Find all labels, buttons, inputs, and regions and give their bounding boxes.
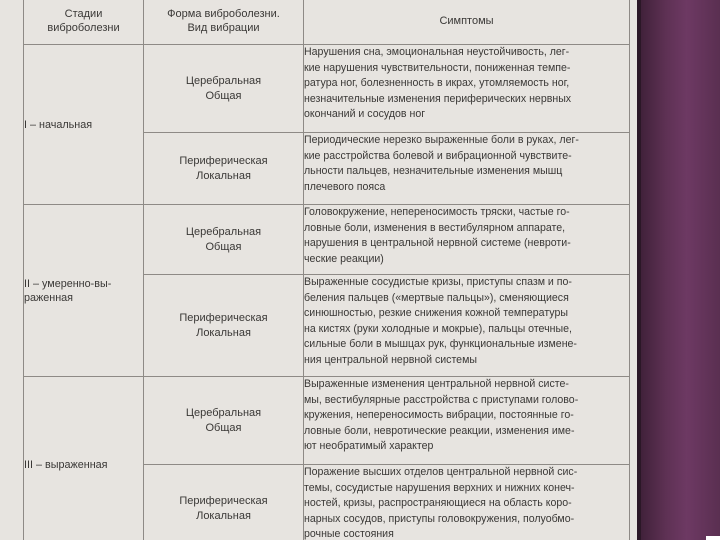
table-row [24, 205, 630, 275]
form-name: Церебральная [185, 74, 262, 87]
symptom-line: Головокружение, непереносимость тряски, частые го- [304, 206, 570, 218]
symptom-line: ния центральной нервной системы [304, 353, 477, 366]
form-name: Периферическая [179, 311, 268, 324]
symptom-line: сильные боли в мышцах рук, функциональные измене- [304, 338, 577, 350]
header-form [144, 0, 304, 45]
vibration-type: Локальная [196, 169, 251, 182]
symptom-line: Выраженные сосудистые кризы, приступы спазм и по- [304, 276, 572, 288]
form-cell [144, 45, 304, 133]
symptom-line: на кистях (руки холодные и мокрые), пальцы отечные, [304, 322, 572, 335]
symptom-line: незначительные изменения периферических нервных [304, 92, 572, 105]
form-cell [144, 275, 304, 377]
symptoms-cell [304, 275, 630, 377]
stage-label-line1: II – умеренно-вы- [24, 277, 112, 290]
symptom-line: Выраженные изменения центральной нервной систе- [304, 378, 569, 390]
table-header-row [24, 0, 630, 45]
symptom-line: кие расстройства болевой и вибрационной чувствите- [304, 149, 572, 162]
form-name: Церебральная [185, 225, 262, 238]
form-name: Периферическая [179, 494, 268, 507]
table-row [24, 45, 630, 133]
symptoms-cell [304, 465, 630, 540]
symptoms-cell [304, 377, 630, 465]
header-stage [24, 0, 144, 45]
symptom-line: Периодические нерезко выраженные боли в руках, лег- [304, 134, 579, 146]
symptom-line: синюшностью, резкие снижения кожной температуры [304, 307, 568, 319]
header-form-line1: Форма виброболезни. [167, 7, 280, 20]
symptom-line: ловные боли, изменения в вестибулярном аппарате, [304, 221, 566, 234]
symptom-line: нарушения в центральной нервной системе (невроти- [304, 237, 571, 249]
symptom-line: льности пальцев, незначительные изменения мышц [304, 165, 563, 177]
form-name: Периферическая [179, 154, 268, 167]
symptom-line: рочные состояния [304, 528, 394, 540]
symptoms-cell [304, 205, 630, 275]
vibration-type: Общая [205, 89, 242, 102]
form-cell [144, 205, 304, 275]
header-symptoms [304, 0, 630, 45]
vibration-type: Локальная [196, 509, 251, 522]
header-form-line2: Вид вибрации [187, 21, 260, 34]
symptom-line: темы, сосудистые нарушения верхних и нижних конеч- [304, 481, 575, 494]
stage-label: I – начальная [24, 118, 93, 131]
vibration-type: Общая [205, 240, 242, 253]
table-row [24, 377, 630, 465]
decorative-side-panel [637, 0, 720, 540]
corner-mark [706, 536, 720, 540]
symptom-line: окончаний и сосудов ног [304, 108, 426, 120]
symptom-line: Поражение высших отделов центральной нервной сис- [304, 466, 578, 478]
symptom-line: нарных сосудов, приступы головокружения, полуобмо- [304, 512, 575, 525]
form-name: Церебральная [185, 406, 262, 419]
symptom-line: Нарушения сна, эмоциональная неустойчивость, лег- [304, 46, 570, 58]
header-symptoms-text: Симптомы [439, 14, 494, 27]
stage-label-line2: раженная [24, 291, 74, 304]
symptom-line: мы, вестибулярные расстройства с приступами голово- [304, 393, 579, 406]
vibration-disease-table [23, 0, 630, 540]
side-panel-edge [637, 0, 641, 540]
header-stage-line1: Стадии [64, 7, 103, 20]
header-stage-line2: виброболезни [47, 21, 120, 34]
stage-cell-1 [24, 45, 144, 205]
symptom-line: ностей, кризы, распространяющиеся на область коро- [304, 497, 572, 509]
vibration-type: Локальная [196, 326, 251, 339]
symptoms-cell [304, 45, 630, 133]
symptom-line: ют необратимый характер [304, 440, 434, 452]
stage-label: III – выраженная [24, 458, 108, 471]
stage-cell-2 [24, 205, 144, 377]
symptom-line: ратура ног, болезненность в икрах, утомляемость ног, [304, 77, 570, 89]
symptom-line: ловные боли, невротические реакции, изменения име- [304, 424, 575, 437]
symptom-line: кружения, непереносимость вибрации, постоянные го- [304, 409, 574, 421]
vibration-type: Общая [205, 421, 242, 434]
form-cell [144, 377, 304, 465]
symptom-line: плечевого пояса [304, 180, 386, 193]
form-cell [144, 133, 304, 205]
form-cell [144, 465, 304, 540]
symptom-line: ческие реакции) [304, 252, 384, 265]
stage-cell-3 [24, 377, 144, 540]
symptom-line: беления пальцев («мертвые пальцы»), сменяющиеся [304, 291, 569, 304]
symptom-line: кие нарушения чувствительности, пониженная темпе- [304, 61, 571, 74]
symptoms-cell [304, 133, 630, 205]
